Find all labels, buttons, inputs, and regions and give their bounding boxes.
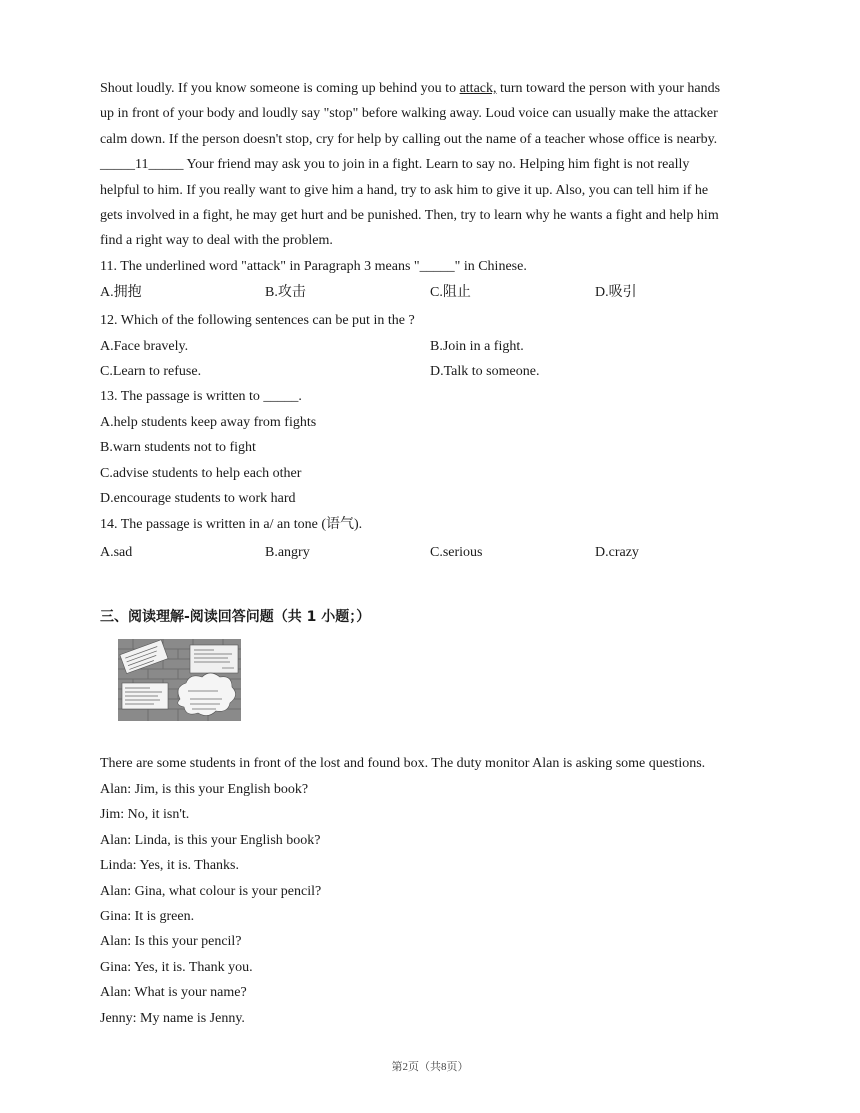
dialogue-line: Alan: Gina, what colour is your pencil? [100, 883, 322, 899]
dialogue-line: Linda: Yes, it is. Thanks. [100, 858, 239, 874]
q14-option-b: B.angry [265, 545, 310, 560]
passage-paragraph [100, 76, 760, 254]
q14-option-d: D.crazy [595, 545, 639, 560]
q13-option-b: B.warn students not to fight [100, 440, 256, 455]
q12-option-d: D.Talk to someone. [430, 364, 540, 379]
q11-option-b: B.攻击 [265, 285, 306, 300]
dialogue-line: Gina: Yes, it is. Thank you. [100, 959, 253, 975]
dialogue-lines [100, 777, 760, 1031]
passage-line-2: up in front of your body and loudly say "stop" before walking away. Loud voice can usually make the attacker [100, 106, 718, 122]
q12-option-c: C.Learn to refuse. [100, 364, 202, 379]
q13-option-d: D.encourage students to work hard [100, 491, 296, 506]
q13-option-a: A.help students keep away from fights [100, 415, 317, 430]
passage-line-6: gets involved in a fight, he may get hurt and be punished. Then, try to learn why he wants a fight and help him [100, 208, 719, 224]
q14-option-c: C.serious [430, 545, 483, 560]
dialogue-line: Alan: Is this your pencil? [100, 934, 242, 950]
dialogue-line: Alan: Linda, is this your English book? [100, 832, 321, 848]
lost-and-found-notices-image [118, 639, 241, 721]
dialogue-line: Alan: What is your name? [100, 985, 247, 1001]
q12-option-a: A.Face bravely. [100, 339, 189, 354]
passage-line-3: calm down. If the person doesn't stop, cry for help by calling out the name of a teacher whose office is nearby. [100, 131, 718, 147]
q13-option-c: C.advise students to help each other [100, 466, 302, 481]
dialogue-intro: There are some students in front of the lost and found box. The duty monitor Alan is asking some questions. [100, 756, 706, 771]
question-12-stem: 12. Which of the following sentences can be put in the ? [100, 313, 415, 328]
dialogue-line: Jenny: My name is Jenny. [100, 1010, 245, 1026]
dialogue-line: Gina: It is green. [100, 909, 195, 925]
q12-option-b: B.Join in a fight. [430, 339, 524, 354]
passage-line-4: _____11_____ Your friend may ask you to join in a fight. Learn to say no. Helping him fight is not really [100, 157, 690, 173]
underlined-word-attack: attack, [459, 81, 497, 96]
passage-line-5: helpful to him. If you really want to give him a hand, try to ask him to give it up. Also, you can tell him if he [100, 182, 709, 198]
question-13-stem: 13. The passage is written to _____. [100, 389, 302, 404]
brick-wall-illustration [118, 639, 241, 721]
passage-line-1: Shout loudly. If you know someone is coming up behind you to attack, turn toward the person with your hands [100, 81, 721, 96]
q11-option-c: C.阻止 [430, 285, 471, 300]
section-3-title: 三、阅读理解-阅读回答问题（共 1 小题；） [100, 609, 371, 625]
question-14-stem: 14. The passage is written in a/ an tone (语气). [100, 517, 363, 532]
passage-line-7: find a right way to deal with the problem. [100, 233, 333, 249]
dialogue-line: Alan: Jim, is this your English book? [100, 782, 309, 797]
dialogue-line: Jim: No, it isn't. [100, 807, 190, 823]
page-footer: 第2页（共8页） [391, 1061, 469, 1073]
question-11-stem: 11. The underlined word "attack" in Paragraph 3 means "_____" in Chinese. [100, 259, 527, 274]
q14-option-a: A.sad [100, 545, 133, 560]
q11-option-d: D.吸引 [595, 285, 637, 300]
q11-option-a: A.拥抱 [100, 285, 142, 300]
